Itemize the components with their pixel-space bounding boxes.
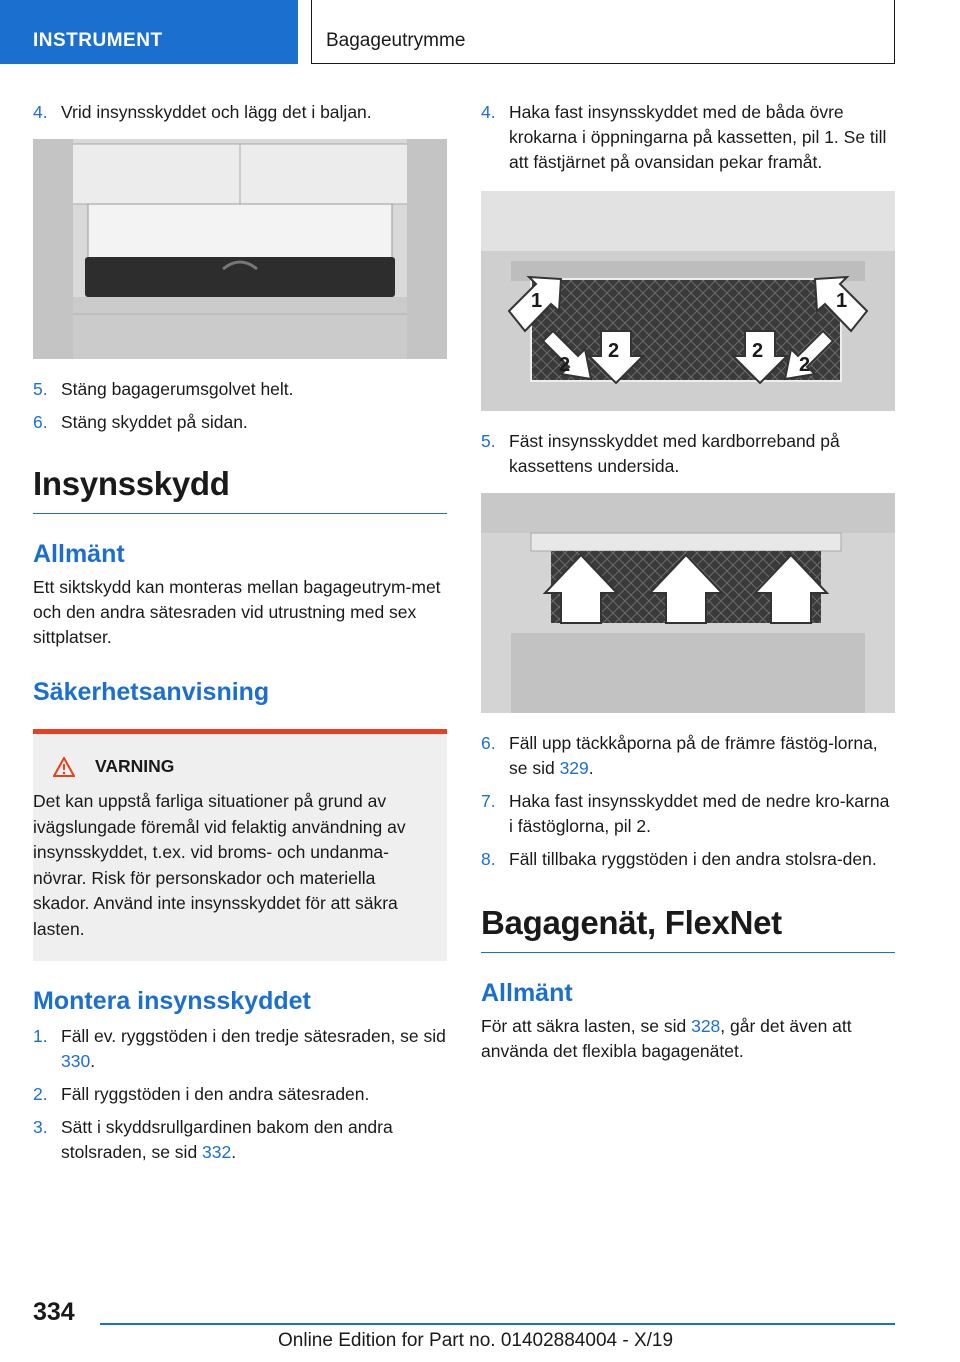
- step-text: Haka fast insynsskyddet med de båda övre krokarna i öppningarna på kassetten, pil 1. Se till att fästjärnet på ovansidan pekar framåt.: [509, 102, 887, 172]
- step-number: 5.: [33, 379, 48, 399]
- step-number: 8.: [481, 849, 496, 869]
- step-text-end: .: [231, 1141, 237, 1162]
- header-chapter-title: Bagageutrymme: [311, 0, 895, 64]
- section-title-flexnet: Bagagenät, FlexNet: [481, 904, 895, 953]
- step-text: [509, 731, 895, 781]
- step-number: 7.: [481, 791, 496, 811]
- warning-triangle-icon: [53, 757, 75, 777]
- step-7-right: [481, 789, 895, 839]
- general-paragraph: Ett siktskydd kan monteras mellan bagageutrym-met och den andra sätesraden vid utrustning med sex sittplatser.: [33, 577, 441, 647]
- step-5-right: [481, 429, 895, 479]
- step-text: Fäll ryggstöden i den andra sätesraden.: [61, 1083, 370, 1104]
- step-6-right: [481, 731, 895, 781]
- step-text: Fäst insynsskyddet med kardborreband på kassettens undersida.: [509, 431, 840, 476]
- arrow-1-left-label: 1: [531, 290, 543, 312]
- step-number: 5.: [481, 431, 496, 451]
- subsection-title-mount: Montera insynsskyddet: [33, 986, 311, 1015]
- trunk-photo-cover-tray: [33, 139, 447, 359]
- step-text: [61, 1115, 447, 1165]
- page-link-329[interactable]: 329: [559, 758, 589, 778]
- step-number: 6.: [33, 412, 48, 432]
- step-5: [33, 377, 447, 402]
- step-text-body: Fäll ev. ryggstöden i den tredje sätesraden, se sid: [61, 1025, 446, 1046]
- net-general-paragraph: [481, 1014, 895, 1064]
- step-number: 2.: [33, 1083, 48, 1104]
- step-number: 3.: [33, 1116, 48, 1137]
- arrow-2-d-label: 2: [799, 354, 811, 376]
- step-4-right: [481, 100, 895, 175]
- footer-edition: Online Edition for Part no. 01402884004 - X/19: [278, 1330, 674, 1351]
- step-text-end: .: [588, 758, 594, 778]
- page-link-328[interactable]: 328: [691, 1016, 721, 1036]
- net-hooks-photo: [481, 191, 895, 411]
- step-6: [33, 410, 447, 435]
- net-underside-photo: [481, 493, 895, 713]
- section-title-insynsskydd: Insynsskydd: [33, 465, 447, 514]
- step-number: 4.: [481, 102, 496, 122]
- step-text: [61, 1024, 447, 1074]
- step-text: Vrid insynsskyddet och lägg det i baljan.: [61, 102, 372, 122]
- step-4: [33, 100, 447, 125]
- net-hooks-illustration: [481, 191, 895, 411]
- warning-header: [53, 756, 433, 777]
- step-text: Stäng skyddet på sidan.: [61, 412, 248, 432]
- subsection-title-net-general: Allmänt: [481, 979, 573, 1007]
- arrow-2-b-label: 2: [608, 340, 620, 362]
- net-text-post: , går det även att använda det flexibla bagagenätet.: [481, 1016, 852, 1061]
- arrow-2-a-label: 2: [559, 354, 571, 376]
- step-text: Stäng bagagerumsgolvet helt.: [61, 379, 294, 399]
- subsection-title-general: Allmänt: [33, 540, 125, 568]
- mount-step-3: [33, 1115, 447, 1165]
- step-number: 4.: [33, 102, 48, 122]
- warning-text: Det kan uppstå farliga situationer på grund av ivägslungade föremål vid felaktig användning av insynsskyddet, t.ex. vid broms- och undanma-növrar. Risk för personskador och materiella skador. Använd inte insynsskyddet för att säkra lasten.: [33, 791, 406, 939]
- mount-step-1: [33, 1024, 447, 1074]
- arrow-2-c-label: 2: [752, 340, 764, 362]
- right-column: [481, 100, 895, 1064]
- arrow-1-right-label: 1: [836, 290, 848, 312]
- subsection-title-safety: Säkerhetsanvisning: [33, 678, 270, 706]
- warning-box: [33, 729, 447, 961]
- step-text: Haka fast insynsskyddet med de nedre kro-karna i fästöglorna, pil 2.: [509, 791, 890, 836]
- step-text-body: Fäll upp täckkåporna på de främre fästög-lorna, se sid: [509, 733, 878, 778]
- mount-step-2: [33, 1082, 447, 1107]
- left-column: [33, 100, 447, 1173]
- net-underside-illustration: [481, 493, 895, 713]
- step-text-body: Sätt i skyddsrullgardinen bakom den andra stolsraden, se sid: [61, 1116, 393, 1162]
- header-section-tab[interactable]: INSTRUMENT: [0, 0, 298, 64]
- footer-divider: [100, 1323, 895, 1325]
- net-text-pre: För att säkra lasten, se sid: [481, 1016, 692, 1036]
- step-text: Fäll tillbaka ryggstöden i den andra stolsra-den.: [509, 849, 877, 869]
- page-link-332[interactable]: 332: [202, 1141, 232, 1162]
- warning-label: VARNING: [95, 756, 175, 776]
- step-number: 1.: [33, 1025, 48, 1046]
- page-number: 334: [33, 1298, 75, 1326]
- trunk-illustration: [33, 139, 447, 359]
- step-number: 6.: [481, 733, 496, 753]
- page-link-330[interactable]: 330: [61, 1050, 91, 1071]
- step-text-end: .: [90, 1050, 96, 1071]
- step-8-right: [481, 847, 895, 872]
